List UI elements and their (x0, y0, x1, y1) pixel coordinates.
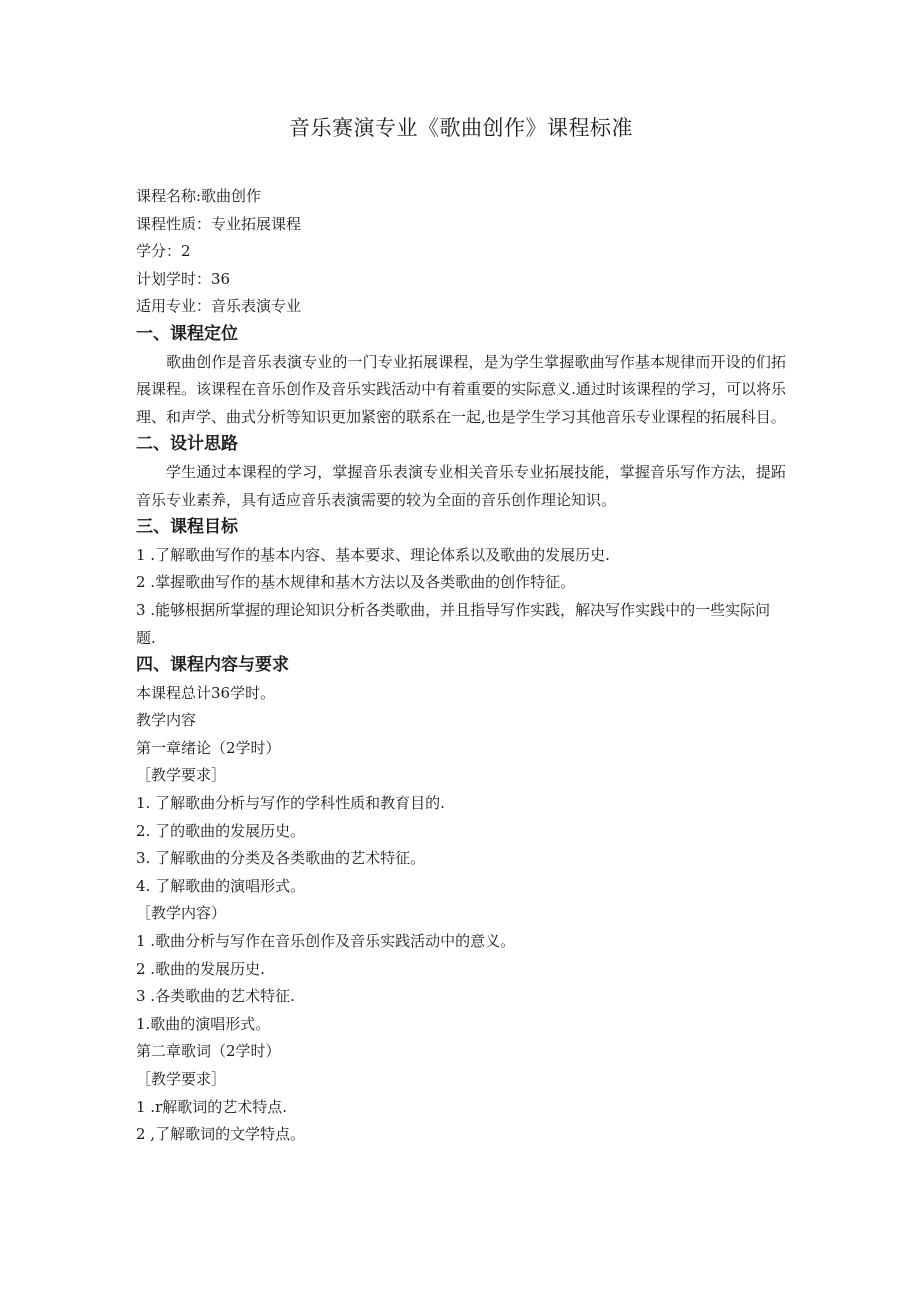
list-item: 2. 了的歌曲的发展历史。 (136, 821, 306, 840)
list-item: 1 .了解歌曲写作的基本内容、基本要求、理论体系以及歌曲的发展历史. (136, 545, 610, 564)
list-item: 3 .能够根据所掌握的理论知识分析各类歌曲，并且指导写作实践，解决写作实践中的一些实际问题. (136, 600, 771, 647)
list-item: 2 ,了解歌词的文学特点。 (136, 1125, 306, 1144)
section-objectives (136, 514, 786, 652)
requirements-label: ［教学要求］ (136, 766, 227, 785)
list-item: 1. 了解歌曲分析与写作的学科性质和教育目的. (136, 794, 445, 813)
list-item: 1 .歌曲分析与写作在音乐创作及音乐实践活动中的意义。 (136, 932, 516, 951)
course-major: 适用专业：音乐表演专业 (136, 297, 302, 316)
list-item: 3 .各类歌曲的艺术特征. (136, 987, 295, 1006)
section-heading: 三、课程目标 (136, 517, 238, 538)
course-name: 课程名称:歌曲创作 (136, 187, 262, 205)
course-credits: 学分：2 (136, 242, 191, 261)
content-label: 教学内容 (136, 711, 197, 730)
total-hours: 本课程总计36学时。 (136, 683, 276, 702)
section-heading: 四、课程内容与要求 (136, 655, 289, 676)
list-item: 3. 了解歌曲的分类及各类歌曲的艺术特征。 (136, 849, 426, 868)
list-item: 2 .掌握歌曲写作的基木规律和基木方法以及各类歌曲的创作特征。 (136, 573, 576, 592)
document-page (136, 108, 786, 1149)
section-positioning (136, 321, 786, 431)
list-item: 1.歌曲的演唱形式。 (136, 1014, 271, 1033)
course-hours: 计划学时：36 (136, 269, 231, 288)
chapter-title: 第二章歌词（2学时） (136, 1042, 281, 1061)
chapter-1 (136, 735, 786, 1039)
document-title: 音乐赛演专业《歌曲创作》课程标准 (289, 116, 633, 140)
section-paragraph: 歌曲创作是音乐表演专业的一门专业拓展课程，是为学生掌握歌曲写作基本规律而开设的们拓展课程。该课程在音乐创作及音乐实践活动中有着重要的实际意义.通过时该课程的学习，可以将乐理、和声学、曲式分析等知识更加紧密的联系在一起,也是学生学习其他音乐专业课程的拓展科目。 (136, 352, 786, 426)
section-content (136, 652, 786, 1149)
list-item: 2 .歌曲的发展历史. (136, 959, 265, 978)
chapter-title: 第一章绪论（2学时） (136, 738, 281, 757)
course-info (136, 183, 786, 321)
chapter-2 (136, 1038, 786, 1148)
list-item: 1 .r解歌词的艺术特点. (136, 1097, 288, 1116)
contents-label: ［教学内容） (136, 904, 227, 923)
section-heading: 一、课程定位 (136, 323, 238, 344)
list-item: 4. 了解歌曲的演唱形式。 (136, 876, 306, 895)
course-nature: 课程性质：专业拓展课程 (136, 214, 302, 233)
section-design (136, 431, 786, 514)
section-paragraph: 学生通过本课程的学习，掌握音乐表演专业相关音乐专业拓展技能，掌握音乐写作方法，提跖音乐专业素养，具有适应音乐表演需要的较为全面的音乐创作理论知识。 (136, 462, 786, 509)
requirements-label: ［教学要求］ (136, 1070, 227, 1088)
section-heading: 二、设计思路 (136, 434, 238, 455)
